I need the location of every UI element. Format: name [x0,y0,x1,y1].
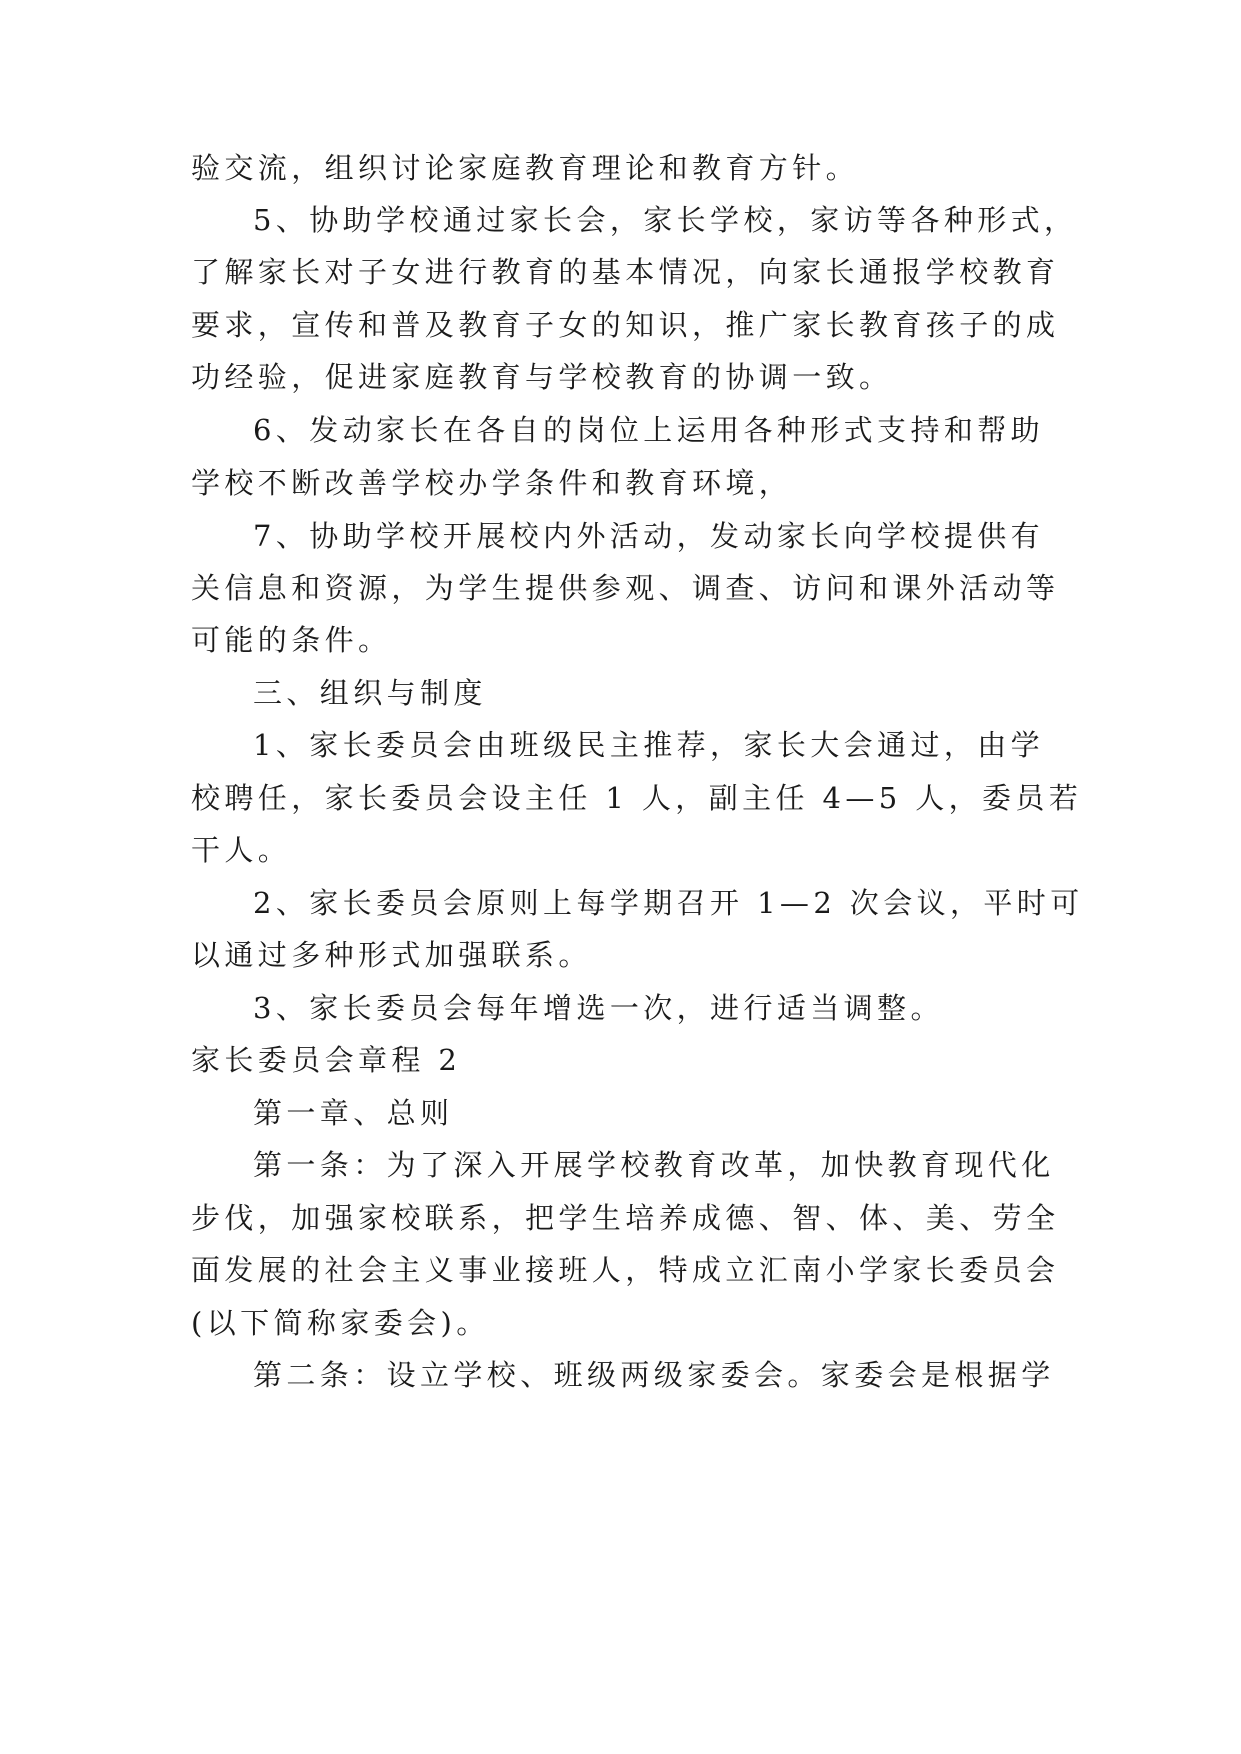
text-line: 6、发动家长在各自的岗位上运用各种形式支持和帮助 [253,413,1045,447]
text-line: 第一条：为了深入开展学校教育改革，加快教育现代化 [253,1148,1055,1182]
text-line: 第二条：设立学校、班级两级家委会。家委会是根据学 [253,1358,1055,1392]
text-line: 步伐，加强家校联系，把学生培养成德、智、体、美、劳全 [191,1201,1060,1235]
section-heading: 三、组织与制度 [253,676,487,710]
chapter-heading: 第一章、总则 [253,1096,454,1130]
text-line: 验交流，组织讨论家庭教育理论和教育方针。 [191,151,860,185]
document-title: 家长委员会章程 2 [191,1043,462,1077]
text-line: 5、协助学校通过家长会，家长学校，家访等各种形式， [253,203,1078,237]
text-line: 了解家长对子女进行教育的基本情况，向家长通报学校教育 [191,255,1060,289]
text-line: 要求，宣传和普及教育子女的知识，推广家长教育孩子的成 [191,308,1060,342]
text-line: 1、家长委员会由班级民主推荐，家长大会通过，由学 [253,728,1045,762]
text-line: 2、家长委员会原则上每学期召开 1—2 次会议，平时可 [253,886,1084,920]
text-line: 3、家长委员会每年增选一次，进行适当调整。 [253,991,944,1025]
text-line: 可能的条件。 [191,623,392,657]
text-line: 7、协助学校开展校内外活动，发动家长向学校提供有 [253,519,1045,553]
text-line: 学校不断改善学校办学条件和教育环境， [191,466,793,500]
text-line: 干人。 [191,833,292,867]
text-line: 校聘任，家长委员会设主任 1 人，副主任 4—5 人，委员若 [191,781,1083,815]
text-line: 以通过多种形式加强联系。 [191,938,592,972]
text-line: (以下简称家委会)。 [191,1306,490,1340]
text-line: 面发展的社会主义事业接班人，特成立汇南小学家长委员会 [191,1253,1060,1287]
text-line: 功经验，促进家庭教育与学校教育的协调一致。 [191,360,893,394]
text-line: 关信息和资源，为学生提供参观、调查、访问和课外活动等 [191,571,1060,605]
